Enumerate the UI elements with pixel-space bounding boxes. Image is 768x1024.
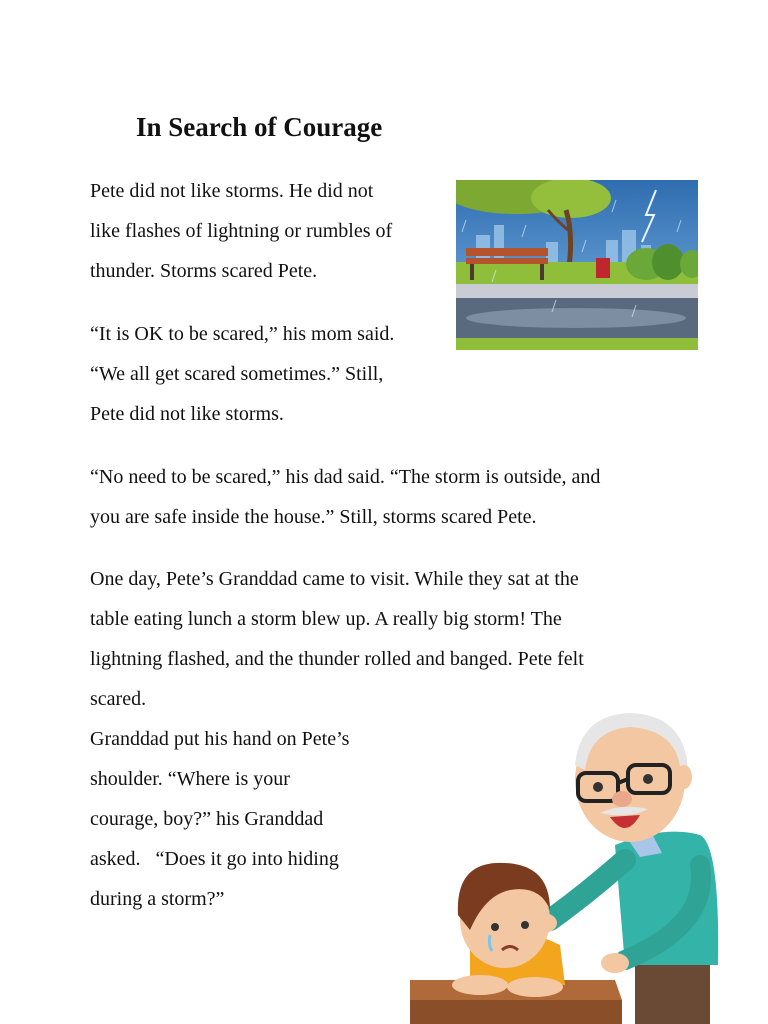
text-line: lightning flashed, and the thunder rolled and banged. Pete felt	[90, 648, 584, 670]
text-line: thunder. Storms scared Pete.	[90, 260, 318, 282]
text-line: like flashes of lightning or rumbles of	[90, 220, 393, 242]
text-line: table eating lunch a storm blew up. A really big storm! The	[90, 608, 562, 630]
text-line: “No need to be scared,” his dad said. “The storm is outside, and	[90, 466, 601, 488]
text-line: shoulder. “Where is your	[90, 768, 290, 790]
text-line: Granddad put his hand on Pete’s	[90, 728, 350, 750]
granddad-boy-illustration	[400, 695, 768, 1024]
text-line: you are safe inside the house.” Still, storms scared Pete.	[90, 506, 537, 528]
text-line: courage, boy?” his Granddad	[90, 808, 324, 830]
text-line: during a storm?”	[90, 888, 225, 910]
text-line: scared.	[90, 688, 147, 710]
page-title: In Search of Courage	[136, 112, 383, 142]
text-line: “It is OK to be scared,” his mom said.	[90, 323, 395, 345]
text-line: Pete did not like storms.	[90, 403, 284, 425]
text-line: One day, Pete’s Granddad came to visit. While they sat at the	[90, 568, 579, 590]
text-line: asked. “Does it go into hiding	[90, 848, 339, 870]
storm-park-illustration	[456, 180, 698, 350]
text-line: Pete did not like storms. He did not	[90, 180, 374, 202]
text-line: “We all get scared sometimes.” Still,	[90, 363, 384, 385]
